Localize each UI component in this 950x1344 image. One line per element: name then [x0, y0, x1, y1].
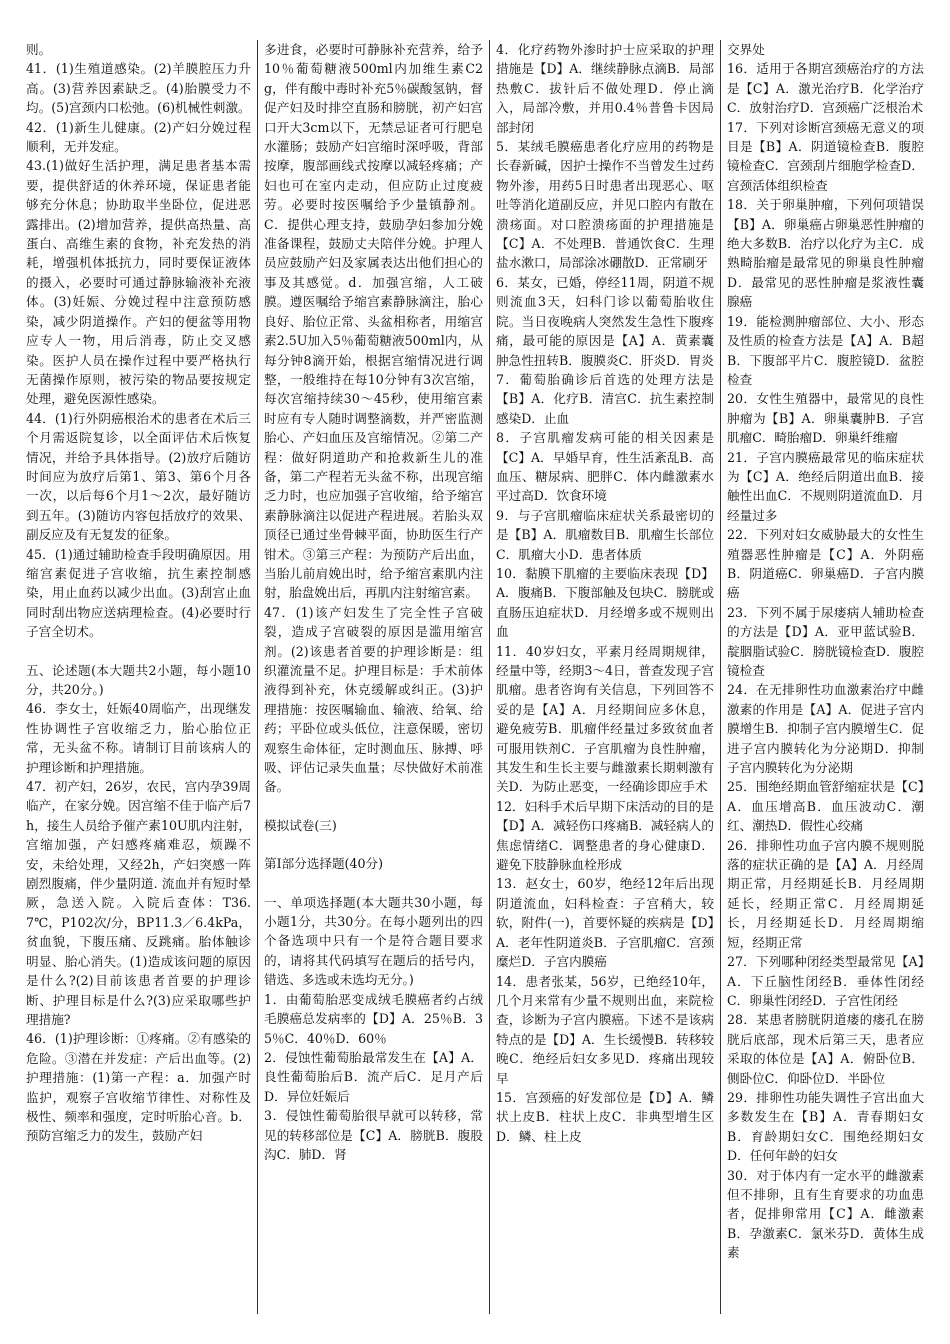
text-paragraph: 13．赵女士，60岁，绝经12年后出现阴道流血，妇科检查：子宫稍大，较软，附件(一)，首要怀疑的疾病是【D】A．老年性阴道炎B．子宫肌瘤C．宫颈糜烂D．子宫内膜癌	[496, 876, 714, 970]
paragraph-spacer	[264, 874, 483, 893]
text-paragraph: 30．对于体内有一定水平的雌激素但不排卵，且有生育要求的功血患者，促排卵常用【C】A．雌激素B．孕激素C．氯米芬D．黄体生成素	[727, 1167, 924, 1261]
text-paragraph: 一、单项选择题(本大题共30小题，每小题1分，共30分。在每小题列出的四个备选项中只有一个是符合题目要求的，请将其代码填写在题后的括号内，错选、多选或未选均无分。)	[264, 894, 483, 988]
text-paragraph: 22．下列对妇女威胁最大的女性生殖器恶性肿瘤是【C】A．外阴癌B．阴道癌C．卵巢癌D．子宫内膜癌	[727, 527, 924, 601]
text-paragraph: 11．40岁妇女，平素月经周期规律，经量中等，经期3～4日，普查发现子宫肌瘤。患者咨询有关信息，下列回答不妥的是【A】A．月经期间应多休息，避免疲劳B．肌瘤伴经量过多致贫血者可服用铁剂C．子宫肌瘤为良性肿瘤，其发生和生长主要与雌激素长期刺激有关D．为防止恶变，一经确诊即应手术	[496, 643, 714, 795]
text-paragraph: 14．患者张某，56岁，已绝经10年，几个月来常有少量不规则出血，来院检查，诊断为子宫内膜癌。下述不是该病特点的是【D】A．生长缓慢B．转移较晚C．绝经后妇女多见D．疼痛出现较早	[496, 973, 714, 1086]
text-paragraph: 27．下列哪种闭经类型最常见【A】A．下丘脑性闭经B．垂体性闭经C．卵巢性闭经D．子宫性闭经	[727, 954, 924, 1008]
text-paragraph: 1．由葡萄胎恶变成绒毛膜癌者约占绒毛膜癌总发病率的【D】A．25％B．35％C．40％D．60％	[264, 991, 483, 1046]
text-paragraph: 24．在无排卵性功血激素治疗中雌激素的作用是【A】A．促进子宫内膜增生B．抑制子宫内膜增生C．促进子宫内膜转化为分泌期D．抑制子宫内膜转化为分泌期	[727, 682, 924, 776]
text-paragraph: 26．排卵性功血子宫内膜不规则脱落的症状正确的是【A】A．月经周期正常，月经期延长B．月经周期延长，经期正常C．月经周期延长，月经期延长D．月经周期缩短，经期正常	[727, 837, 924, 950]
text-paragraph: 17．下列对诊断宫颈癌无意义的项目是【B】A．阴道镜检查B．腹腔镜检查C．宫颈刮片细胞学检查D．宫颈活体组织检查	[727, 119, 924, 193]
text-paragraph: 20．女性生殖器中，最常见的良性肿瘤为【B】A．卵巢囊肿B．子宫肌瘤C．畸胎瘤D．卵巢纤维瘤	[727, 391, 924, 446]
text-paragraph: 9．与子宫肌瘤临床症状关系最密切的是【B】A．肌瘤数目B．肌瘤生长部位C．肌瘤大小D．患者体质	[496, 507, 714, 562]
text-paragraph: 多进食，必要时可静脉补充营养，给予10％葡萄糖液500ml内加维生素C2g，伴有酸中毒时补充5％碳酸氢钠，督促产妇及时排空直肠和膀胱，初产妇宫口开大3cm以下，无禁忌证者可行肥皂水灌肠；鼓励产妇宫缩时深呼吸，背部按摩，腹部画线式按摩以减轻疼痛；产妇也可在室内走动，但应防止过度疲劳。必要时按医嘱给予少量镇静剂。C．提供心理支持，鼓励孕妇参加分娩准备课程，鼓励丈夫陪伴分娩。护理人员应鼓励产妇及家属表达出他们担心的事及其感觉。d．加强宫缩，人工破膜。遵医嘱给予缩宫素静脉滴注，胎心良好、胎位正常、头盆相称者，用缩宫素2.5U加入5％葡萄糖液500ml内，从每分钟8滴开始，根据宫缩情况进行调整，一般维持在每10分钟有3次宫缩，每次宫缩持续30～45秒，使用缩宫素时应有专人随时调整滴数，并严密监测胎心、产妇血压及宫缩情况。②第二产程：做好阴道助产和抢救新生儿的准备，第二产程若无头盆不称，出现宫缩乏力时，也应加强子宫收缩，给予缩宫素静脉滴注以促进产程进展。若胎头双顶径已通过坐骨棘平面，协助医生行产钳术。③第三产程：为预防产后出血，当胎儿前肩娩出时，给予缩宫素肌内注射，胎盘娩出后，再肌内注射缩宫素。	[264, 42, 483, 601]
text-paragraph: 12．妇科手术后早期下床活动的目的是【D】A．减轻伤口疼痛B．减轻病人的焦虑情绪C．调整患者的身心健康D．避免下肢静脉血栓形成	[496, 798, 714, 873]
text-paragraph: 2．侵蚀性葡萄胎最常发生在【A】A．良性葡萄胎后B．流产后C．足月产后D．异位妊娠后	[264, 1049, 483, 1104]
text-paragraph: 模拟试卷(三)	[264, 817, 337, 833]
paragraph-spacer	[26, 642, 251, 661]
text-paragraph: 7．葡萄胎确诊后首选的处理方法是【B】A．化疗B．清宫C．抗生素控制感染D．止血	[496, 371, 714, 426]
text-paragraph: 25．围绝经期血管舒缩症状是【C】A．血压增高B．血压波动C．潮红、潮热D．假性心绞痛	[727, 779, 924, 834]
text-paragraph: 29．排卵性功能失调性子宫出血大多数发生在【B】A．青春期妇女B．育龄期妇女C．围绝经期妇女D．任何年龄的妇女	[727, 1089, 924, 1164]
text-paragraph: 41．(1)生殖道感染。(2)羊膜腔压力升高。(3)营养因素缺乏。(4)胎膜受力不均。(5)宫颈内口松弛。(6)机械性刺激。	[26, 61, 251, 116]
paragraph-spacer	[264, 797, 483, 816]
text-paragraph: 3．侵蚀性葡萄胎很早就可以转移，常见的转移部位是【C】A．膀胱B．腹股沟C．肺D．肾	[264, 1108, 483, 1162]
text-paragraph: 则。	[26, 42, 52, 57]
text-paragraph: 第Ⅰ部分选择题(40分)	[264, 856, 383, 872]
text-paragraph: 43.(1)做好生活护理，满足患者基本需要，提供舒适的休养环境，保证患者能够充分休息；协助取半坐卧位，促进恶露排出。(2)增加营养，提供高热量、高蛋白、高维生素的食物，补充发热的消耗，增强机体抵抗力，同时要保证液体的摄入，必要时可通过静脉输液补充液体。(3)妊娠、分娩过程中注意预防感染，减少阴道操作。产妇的便盆等用物应专人一物，用后消毒，防止交叉感染。医护人员在操作过程中要严格执行无菌操作原则，被污染的物品要按规定处理，避免医源性感染。	[26, 158, 251, 407]
text-paragraph: 46．李女士，妊娠40周临产，出现继发性协调性子宫收缩乏力，胎心胎位正常，无头盆不称。请制订目前该病人的护理诊断和护理措施。	[26, 701, 251, 775]
text-paragraph: 15．宫颈癌的好发部位是【D】A．鳞状上皮B．柱状上皮C．非典型增生区D．鳞、柱上皮	[496, 1089, 714, 1144]
text-paragraph: 16．适用于各期宫颈癌治疗的方法是【C】A．激光治疗B．化学治疗C．放射治疗D．宫颈癌广泛根治术	[727, 61, 924, 116]
text-paragraph: 4．化疗药物外渗时护士应采取的护理措施是【D】A．继续静脉点滴B．局部热敷C．拔针后不做处理D．停止滴入，局部冷敷，并用0.4％普鲁卡因局部封闭	[496, 42, 714, 135]
text-paragraph: 10．黏膜下肌瘤的主要临床表现【D】A．腹痛B．下腹部触及包块C．膀胱或直肠压迫症状D．月经增多或不规则出血	[496, 565, 714, 640]
text-paragraph: 21．子宫内膜癌最常见的临床症状为【C】A．绝经后阴道出血B．接触性出血C．不规则阴道流血D．月经量过多	[727, 449, 924, 523]
text-paragraph: 交界处	[727, 42, 765, 57]
text-paragraph: 46．(1)护理诊断：①疼痛。②有感染的危险。③潜在并发症：产后出血等。(2)护理措施：(1)第一产程：a．加强产时监护，观察子宫收缩节律性、对称性及极性、频率和强度，定时听胎心音。b．预防宫缩乏力的发生，鼓励产妇	[26, 1031, 251, 1144]
text-paragraph: 44．(1)行外阴癌根治术的患者在术后三个月需返院复诊，以全面评估术后恢复情况，并给予具体指导。(2)放疗后随访时间应为放疗后第1、第3、第6个月各一次，以后每6个月1～2次，最好随访到五年。(3)随访内容包括放疗的效果、副反应及有无复发的征象。	[26, 410, 251, 543]
text-column-4	[720, 40, 930, 1314]
text-paragraph: 6．某女，已婚，停经11周，阴道不规则流血3天，妇科门诊以葡萄胎收住院。当日夜晚病人突然发生急性下腹疼痛，最可能的原因是【A】A．黄素囊肿急性扭转B．腹膜炎C．肝炎D．胃炎	[496, 274, 714, 368]
text-paragraph: 19．能检测肿瘤部位、大小、形态及性质的检查方法是【A】A．B超B．下腹部平片C．腹腔镜D．盆腔检查	[727, 313, 924, 387]
text-column-1	[20, 40, 257, 1314]
text-paragraph: 47．初产妇，26岁，农民，宫内孕39周临产，在家分娩。因宫缩不佳于临产后7h，接生人员给予催产素10U肌内注射，宫缩加强，产妇感疼痛难忍，烦躁不安，未给处理，又经2h，产妇突感一阵剧烈腹痛，伴少量阴道. 流血并有短时晕厥，急送入院。入院后查体：T36.7℃，P102次/分，BP11.3／6.4kPa，贫血貌，下腹压痛、反跳痛。胎体触诊明显、胎心消失。(1)造成该问题的原因是什么?(2)目前该患者首要的护理诊断、护理目标是什么?(3)应采取哪些护理措施?	[26, 779, 251, 1027]
text-column-2	[257, 40, 489, 1314]
text-paragraph: 8．子宫肌瘤发病可能的相关因素是【C】A．早婚早育，性生活紊乱B．高血压、糖尿病、肥胖C．体内雌激素水平过高D．饮食环境	[496, 430, 714, 504]
text-paragraph: 47．(1)该产妇发生了完全性子宫破裂，造成子宫破裂的原因是滥用缩宫剂。(2)该患者首要的护理诊断是：组织灌流量不足。护理目标是：手术前体液得到补充，休克缓解或纠正。(3)护理措施：按医嘱输血、输液、给氧、给药；平卧位或头低位，注意保暖，密切观察生命体征，定时测血压、脉搏、呼吸、评估记录失血量；尽快做好术前准备。	[264, 604, 483, 795]
text-paragraph: 42．(1)新生儿健康。(2)产妇分娩过程顺利，无并发症。	[26, 119, 251, 155]
text-paragraph: 28．某患者膀胱阴道瘘的瘘孔在膀胱后底部，现术后第三天，患者应采取的体位是【A】A．俯卧位B．侧卧位C．仰卧位D．半卧位	[727, 1012, 924, 1086]
text-paragraph: 45．(1)通过辅助检查手段明确原因。用缩宫素促进子宫收缩，抗生素控制感染，用止血药以减少出血。(3)刮宫止血同时刮出物应送病理检查。(4)必要时行子宫全切术。	[26, 546, 251, 640]
paragraph-spacer	[264, 835, 483, 854]
text-paragraph: 23．下列不属于尿瘘病人辅助检查的方法是【D】A．亚甲蓝试验B．靛胭脂试验C．膀胱镜检查D．腹腔镜检查	[727, 604, 924, 678]
text-paragraph: 五、论述题(本大题共2小题，每小题10分，共20分。)	[26, 662, 251, 697]
text-paragraph: 5．某绒毛膜癌患者化疗应用的药物是长春新碱，因护士操作不当曾发生过药物外渗，用药5日时患者出现恶心、呕吐等消化道副反应，并见口腔内有散在溃疡面。对口腔溃疡面的护理措施是【C】A．不处理B．普通饮食C．生理盐水漱口，局部涂冰硼散D．正常刷牙	[496, 139, 714, 271]
text-column-3	[489, 40, 720, 1314]
text-paragraph: 18．关于卵巢肿瘤，下列何项错误【B】A．卵巢癌占卵巢恶性肿瘤的绝大多数B．治疗以化疗为主C．成熟畸胎瘤是最常见的卵巢良性肿瘤D．最常见的恶性肿瘤是浆液性囊腺癌	[727, 197, 924, 310]
